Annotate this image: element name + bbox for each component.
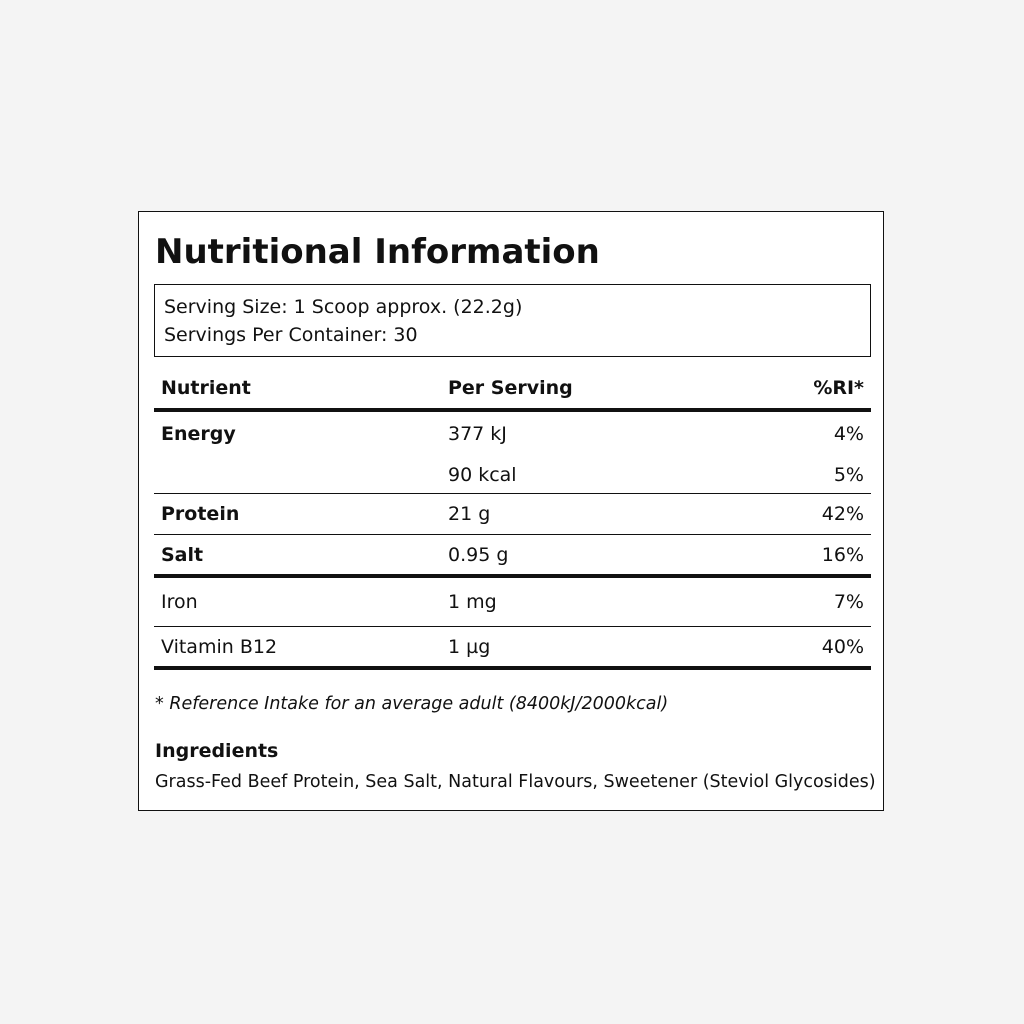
table-header-row: [154, 368, 871, 412]
nutrition-table: [154, 368, 871, 670]
table-row-energy-kj: [154, 412, 871, 456]
ri-value: 4%: [833, 423, 864, 445]
nutrient-name: Iron: [161, 591, 198, 613]
per-serving-value: 0.95 g: [448, 543, 509, 566]
per-serving-value: 90 kcal: [448, 463, 517, 486]
per-serving-value: 1 mg: [448, 591, 497, 613]
nutrient-name: Protein: [161, 503, 240, 525]
table-row-vitamin-b12: [154, 627, 871, 670]
table-row-iron: [154, 578, 871, 627]
serving-size: Serving Size: 1 Scoop approx. (22.2g): [164, 296, 523, 318]
label-title: Nutritional Information: [155, 232, 600, 272]
table-row-salt: [154, 535, 871, 578]
header-nutrient: Nutrient: [161, 377, 251, 399]
ingredients-list: Grass-Fed Beef Protein, Sea Salt, Natural Flavours, Sweetener (Steviol Glycosides): [155, 772, 876, 792]
header-ri: %RI*: [813, 377, 864, 399]
serving-info-box: [154, 284, 871, 357]
header-per-serving: Per Serving: [448, 377, 573, 399]
reference-intake-footnote: * Reference Intake for an average adult (8400kJ/2000kcal): [155, 694, 669, 714]
per-serving-value: 377 kJ: [448, 423, 507, 445]
ri-value: 40%: [821, 635, 864, 658]
ri-value: 7%: [833, 591, 864, 613]
ri-value: 16%: [821, 543, 864, 566]
per-serving-value: 21 g: [448, 503, 491, 525]
ri-value: 42%: [821, 503, 864, 525]
nutrient-name: Salt: [161, 543, 204, 566]
nutrition-label: [138, 211, 884, 811]
nutrient-name: Energy: [161, 423, 236, 445]
ingredients-heading: Ingredients: [155, 740, 279, 762]
per-serving-value: 1 µg: [448, 635, 491, 658]
ri-value: 5%: [833, 463, 864, 486]
table-row-protein: [154, 494, 871, 535]
servings-per-container: Servings Per Container: 30: [164, 324, 418, 346]
nutrient-name: Vitamin B12: [161, 635, 278, 658]
table-row-energy-kcal: [154, 456, 871, 494]
